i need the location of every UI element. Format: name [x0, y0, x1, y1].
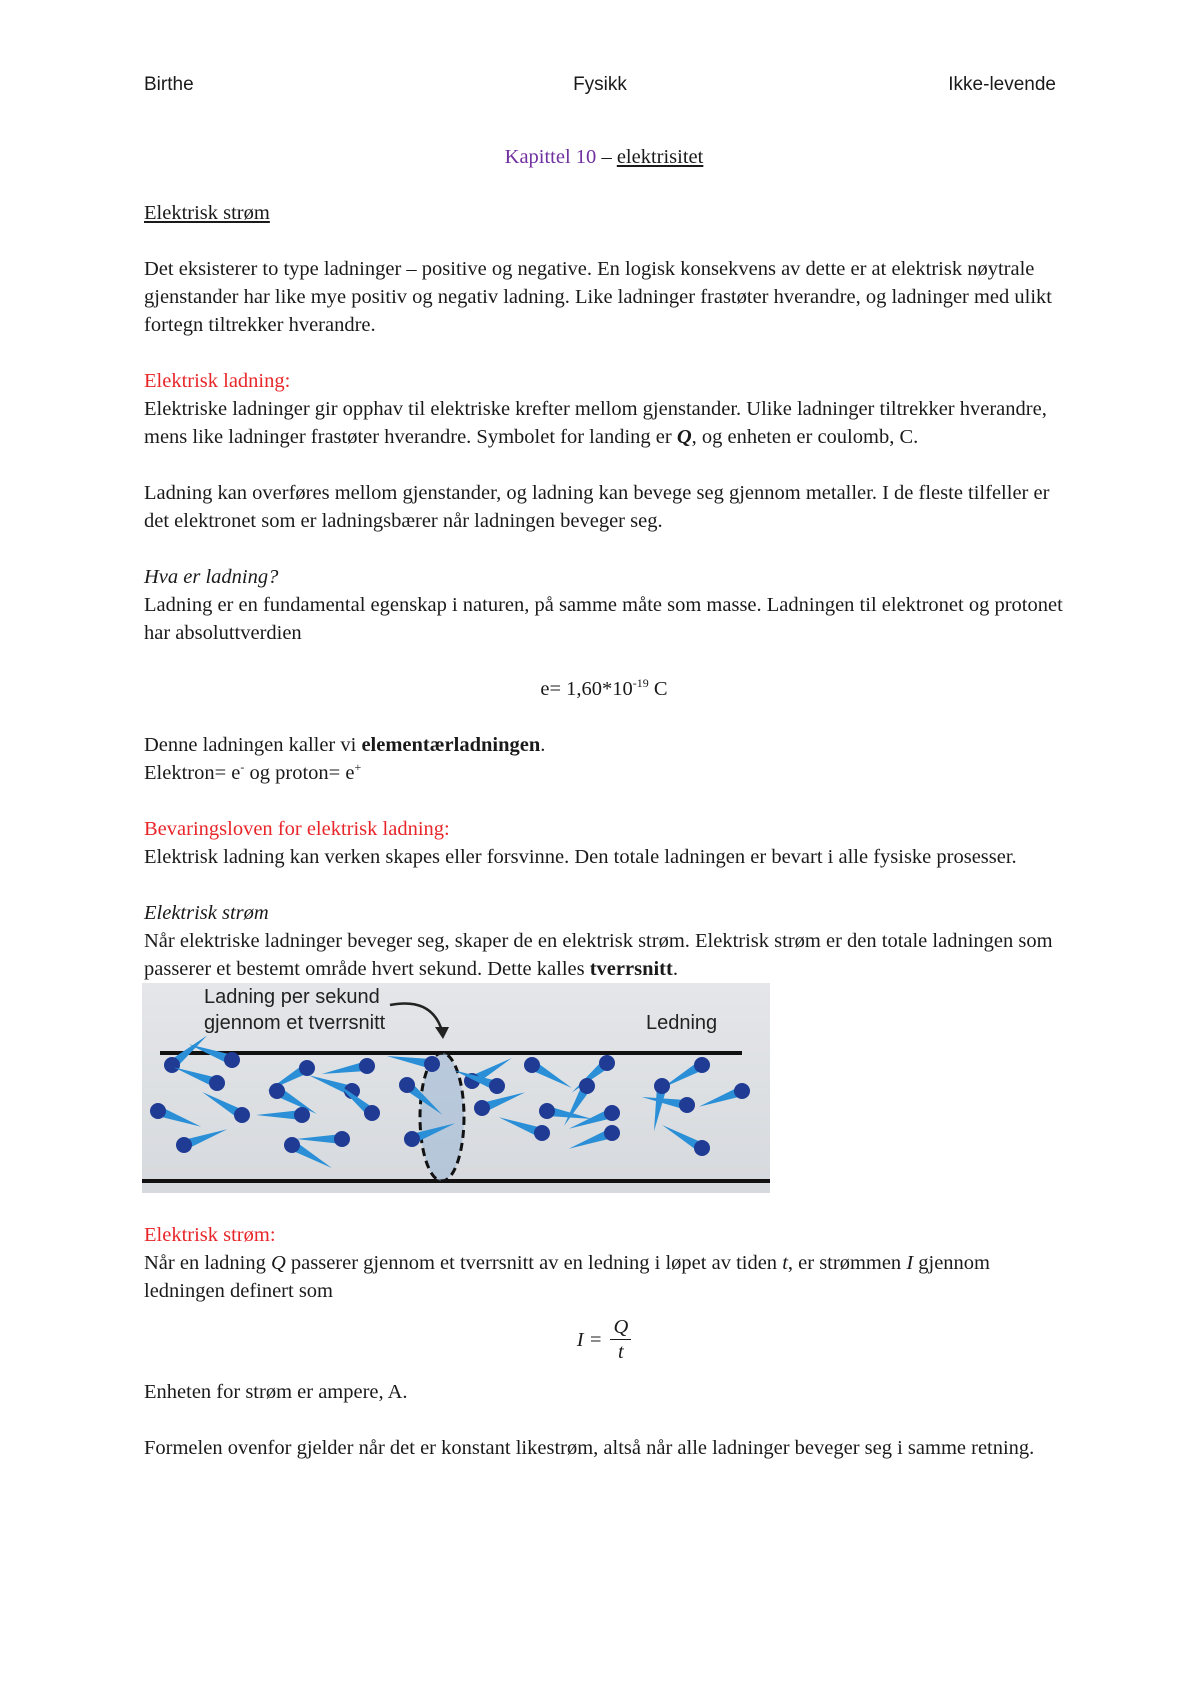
elementar-text-a: Denne ladningen kaller vi [144, 734, 362, 756]
def-text-2: passerer gjennom et tverrsnitt av en ledning i løpet av tiden [285, 1252, 783, 1274]
electron-dot [399, 1077, 415, 1093]
header-author: Birthe [144, 74, 194, 95]
chapter-topic: elektrisitet [616, 146, 704, 168]
chapter-number: Kapittel 10 [504, 146, 597, 168]
electron-dot [604, 1105, 620, 1121]
def-text-1: Når en ladning [144, 1252, 271, 1274]
document-body [144, 143, 1064, 1490]
paragraph-ladninger: Det eksisterer to type ladninger – positive og negative. En logisk konsekvens av dette er at elektrisk nøytrale gjenstander har like mye positiv og negativ ladning. Like ladninger frastøter hverandre, og ladninger med ulikt fortegn tiltrekker hverandre. [144, 258, 1052, 336]
wire-cross-section-figure [142, 983, 770, 1193]
paragraph-bevaringsloven: Elektrisk ladning kan verken skapes eller forsvinne. Den totale ladningen er bevart i alle fysiske prosesser. [144, 846, 1017, 868]
paragraph-likestrom: Formelen ovenfor gjelder når det er konstant likestrøm, altså når alle ladninger beveger seg i samme retning. [144, 1437, 1035, 1459]
electron-dot [164, 1057, 180, 1073]
paragraph-elektrisk-ladning [144, 395, 1064, 451]
strom-text-b: . [672, 958, 678, 980]
electron-dot [224, 1052, 240, 1068]
section-bevaringsloven [144, 815, 1064, 871]
figure-label-ledning: Ledning [646, 1012, 718, 1034]
title-dash: – [596, 146, 617, 168]
electron-dot [299, 1060, 315, 1076]
strom-text-a: Når elektriske ladninger beveger seg, skaper de en elektrisk strøm. Elektrisk strøm er den totale ladningen som passerer et bestemt område hvert sekund. Dette kalles [144, 930, 1053, 980]
electron-dot [334, 1131, 350, 1147]
heading-bevaringsloven: Bevaringsloven for elektrisk ladning: [144, 818, 450, 840]
electron-dot [364, 1105, 380, 1121]
electron-dot [654, 1078, 670, 1094]
electron-dot [284, 1137, 300, 1153]
electron-dot [209, 1075, 225, 1091]
electron-dot [604, 1125, 620, 1141]
electron-dot [474, 1100, 490, 1116]
chapter-title [144, 143, 1064, 171]
electron-dot [524, 1057, 540, 1073]
symbol-Q: Q [676, 426, 692, 448]
section-strom-definisjon [144, 1221, 1064, 1305]
def-text-4: gjennom ledningen definert som [144, 1252, 991, 1302]
elementar-text-b: . [540, 734, 546, 756]
figure-label-line-2: gjennom et tverrsnitt [204, 1012, 386, 1034]
elementar-term: elementærladningen [361, 734, 541, 756]
electron-dot [424, 1056, 440, 1072]
section-heading-elektrisk-strom: Elektrisk strøm [144, 202, 270, 224]
formula-denominator: t [618, 1341, 624, 1363]
electron-dot [234, 1107, 250, 1123]
paragraph-strom-definisjon [144, 1249, 1064, 1305]
electron-dot [269, 1083, 285, 1099]
paragraph-enhet: Enheten for strøm er ampere, A. [144, 1381, 408, 1403]
def-symbol-Q: Q [270, 1252, 286, 1274]
electron-dot [404, 1131, 420, 1147]
electron-dot [734, 1083, 750, 1099]
paragraph-overfores: Ladning kan overføres mellom gjenstander, og ladning kan bevege seg gjennom metaller. I de fleste tilfeller er det elektronet som er ladningsbærer når ladningen beveger seg. [144, 482, 1050, 532]
elektron-text: Elektron= e [144, 762, 241, 784]
def-symbol-I: I [906, 1252, 914, 1274]
heading-elektrisk-ladning: Elektrisk ladning: [144, 370, 291, 392]
formula-numerator: Q [610, 1315, 631, 1340]
electron-dot [294, 1107, 310, 1123]
formula-elementary-charge [144, 675, 1064, 703]
header-subject: Fysikk [573, 74, 627, 95]
electron-dot [359, 1058, 375, 1074]
heading-strom-definisjon: Elektrisk strøm: [144, 1224, 276, 1246]
electron-dot [176, 1137, 192, 1153]
heading-hva-er-ladning [144, 563, 1064, 591]
section-elektrisk-ladning [144, 367, 1064, 451]
hva-heading-text: Hva er ladning? [144, 566, 279, 588]
def-text-3: , er strømmen [787, 1252, 907, 1274]
e-unit: C [648, 678, 668, 700]
strom-term: tverrsnitt [589, 958, 673, 980]
header-topic: Ikke-levende [948, 74, 1056, 95]
electron-dot [539, 1103, 555, 1119]
strom-italic-heading-text: Elektrisk strøm [144, 902, 269, 924]
proton-sup: + [354, 760, 362, 774]
formula-current [144, 1315, 1064, 1364]
formula-fraction [610, 1315, 631, 1364]
page-header [144, 74, 1056, 100]
section-hva-er-ladning [144, 563, 1064, 647]
def-symbol-t: t [782, 1252, 788, 1274]
proton-text: og proton= e [244, 762, 355, 784]
electron-dot [489, 1078, 505, 1094]
electron-dot [599, 1055, 615, 1071]
e-exponent: -19 [632, 676, 649, 690]
cross-section-ellipse [420, 1053, 464, 1181]
electron-dot [694, 1140, 710, 1156]
heading-elektrisk-strom-italic [144, 899, 1064, 927]
e-formula: e= 1,60*10 [540, 678, 633, 700]
paragraph-hva-er-ladning: Ladning er en fundamental egenskap i naturen, på samme måte som masse. Ladningen til elektronet og protonet har absoluttverdien [144, 594, 1063, 644]
electron-dot [150, 1103, 166, 1119]
elektron-sup: - [240, 760, 245, 774]
paragraph-elektrisk-strom [144, 927, 1064, 983]
electron-dot [579, 1078, 595, 1094]
figure-label-line-1: Ladning per sekund [204, 986, 380, 1008]
ladning-text-b: , og enheten er coulomb, C. [691, 426, 919, 448]
electron-dot [534, 1125, 550, 1141]
section-elektrisk-strom [144, 899, 1064, 983]
formula-lhs: I = [576, 1328, 603, 1351]
ladning-text-a: Elektriske ladninger gir opphav til elektriske krefter mellom gjenstander. Ulike ladninger tiltrekker hverandre, mens like ladninger frastøter hverandre. Symbolet for landing er [144, 398, 1047, 448]
electron-dot [694, 1057, 710, 1073]
paragraph-elementar [144, 731, 1064, 787]
electron-dot [679, 1097, 695, 1113]
